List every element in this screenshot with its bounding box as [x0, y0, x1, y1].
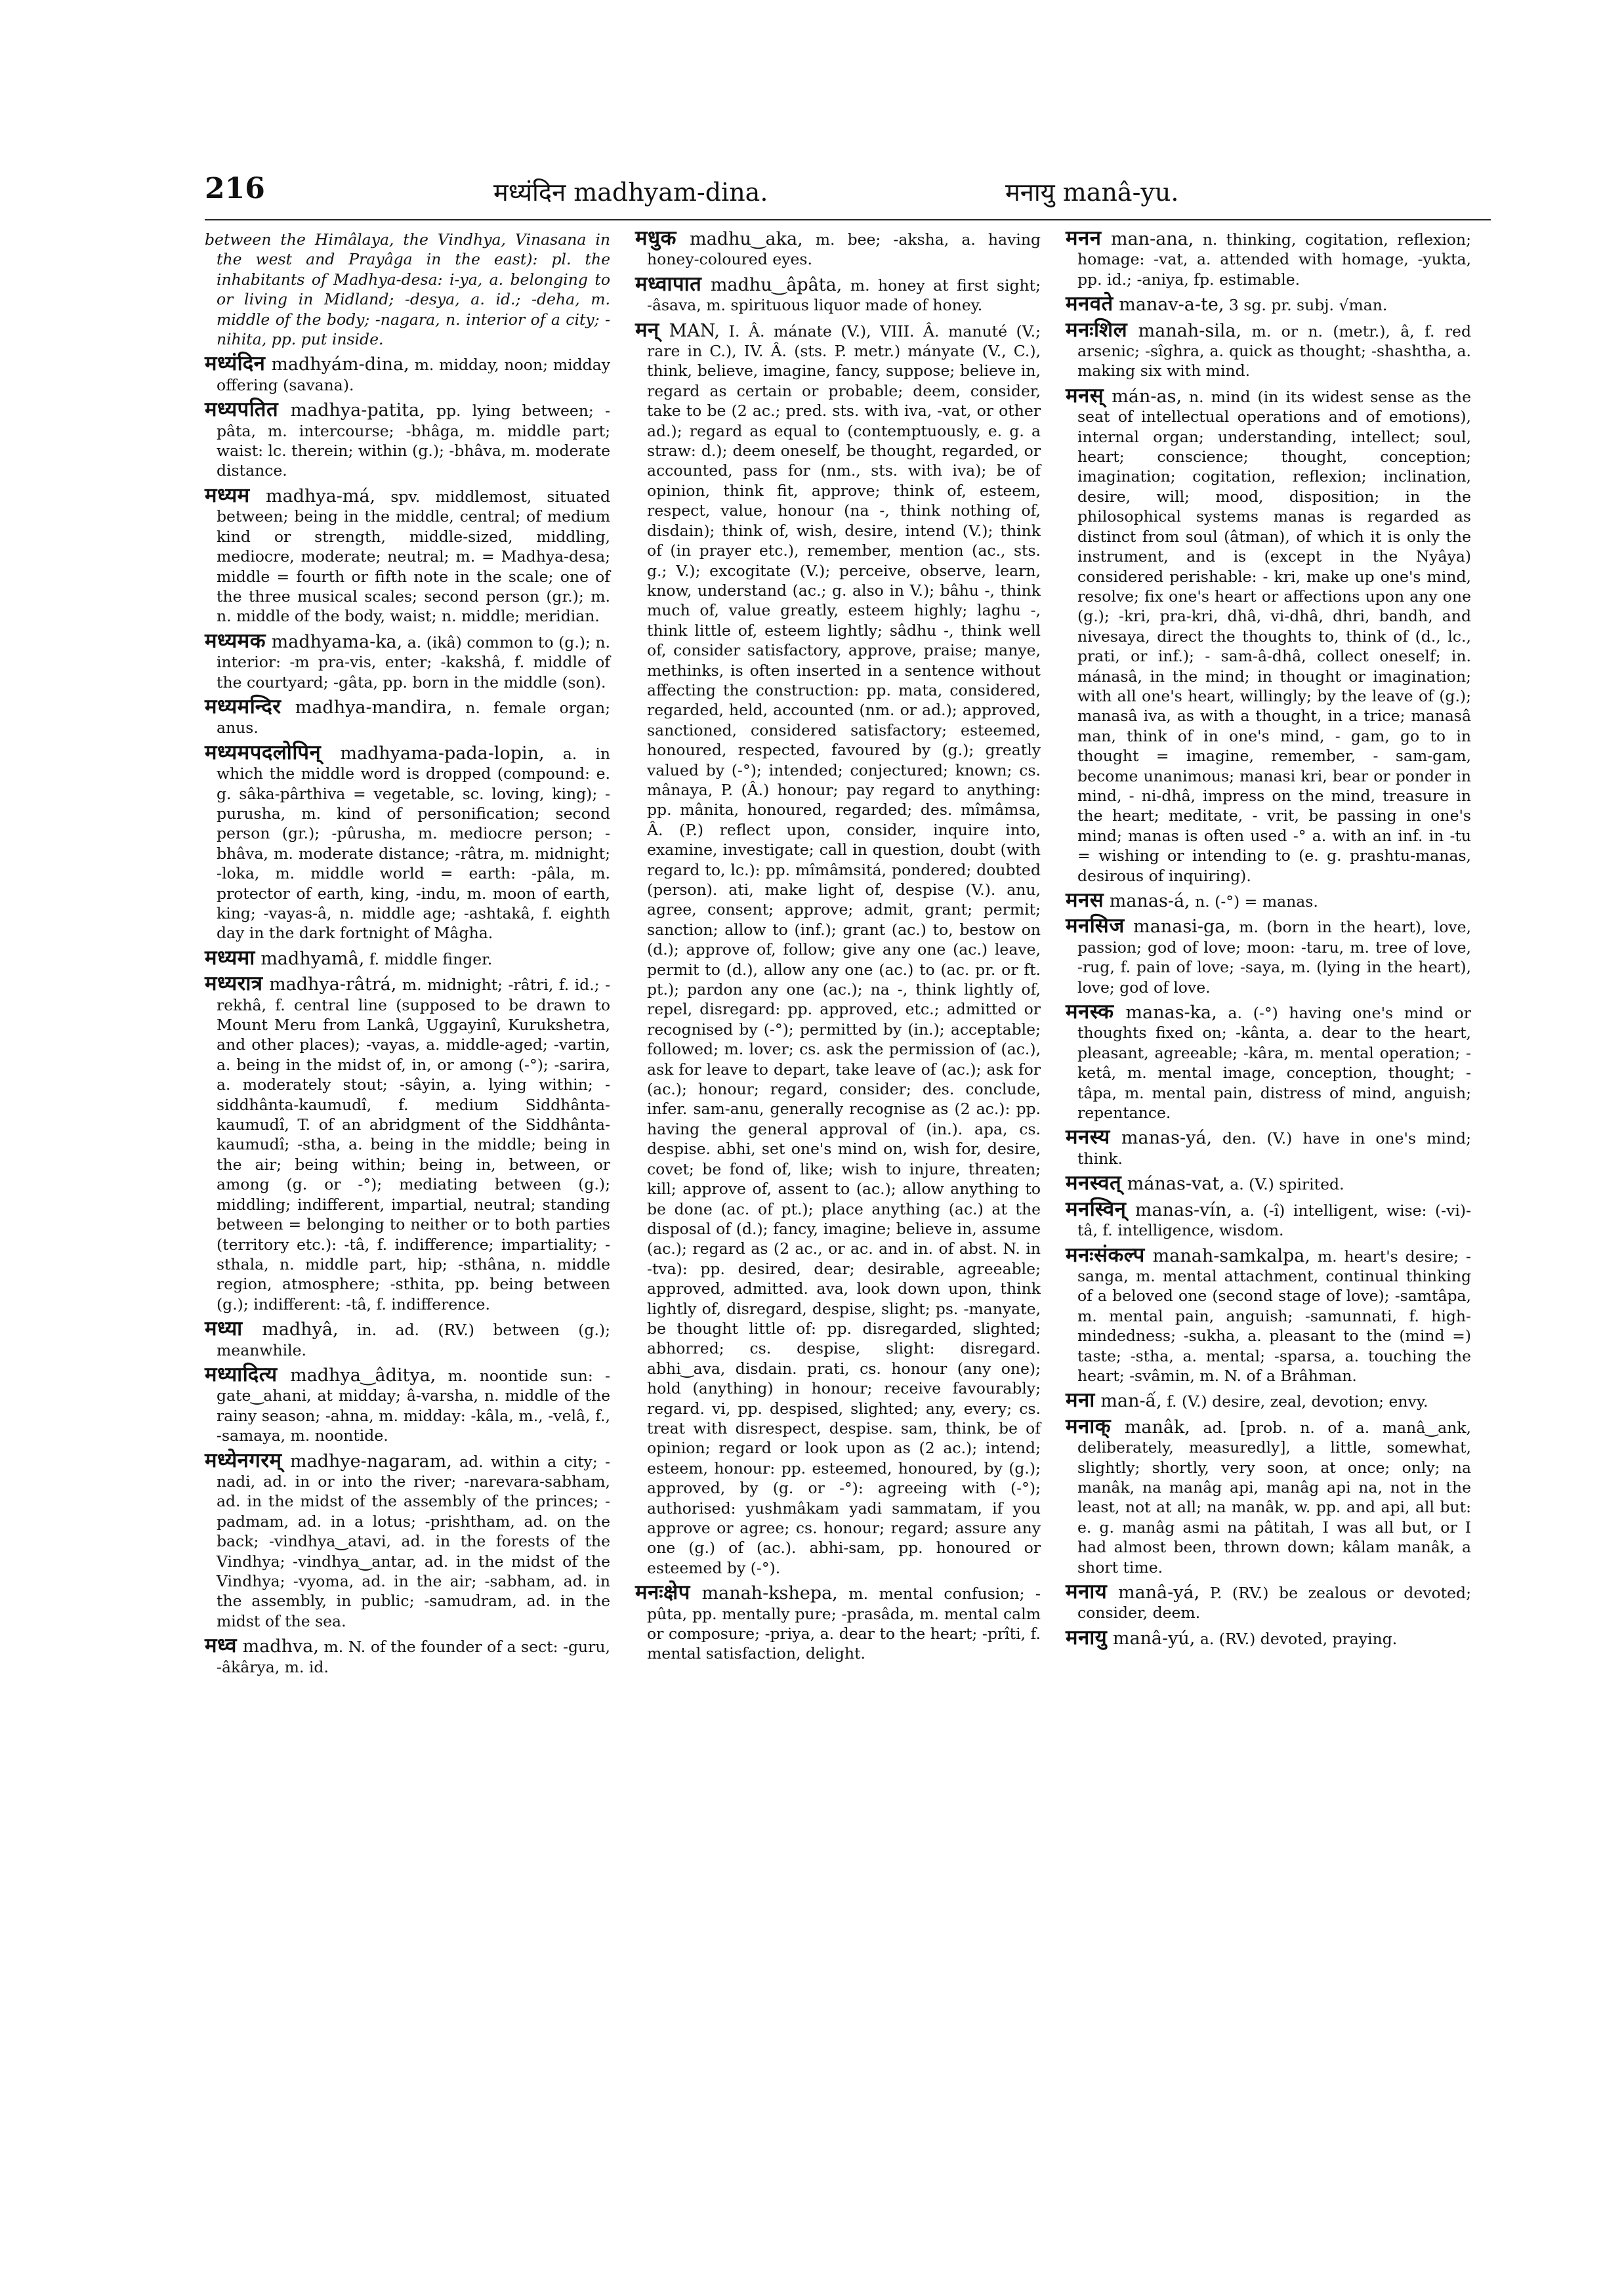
- entry-definition: a. (-°) having one's mind or thoughts fixed on; -kânta, a. dear to the heart, pleasant, agreeable; -kâra, m. mental operation; -ketâ, m. mental image, conception, thought; -tâpa, m. mental pain, distress of mind, anguish; repentance.: [1077, 1004, 1471, 1123]
- entry-headword: मनस्: [1066, 383, 1104, 407]
- entry-definition: spv. middlemost, situated between; being in the middle, central; of medium kind or strength, middle-sized, middling, mediocre, moderate; neutral; m. = Madhya-desa; middle = fourth or fifth note in the scale; one of the three musical scales; second person (gr.); m. n. middle of the body, waist; n. middle; meridian.: [217, 487, 610, 626]
- dictionary-entry: [635, 1582, 1041, 1664]
- entry-headword: मनस्विन्: [1066, 1197, 1127, 1221]
- entry-definition: 3 sg. pr. subj. √man.: [1224, 296, 1388, 315]
- entry-headword: मध्यादित्य: [205, 1362, 278, 1386]
- entry-transliteration: manah-samkalpa,: [1144, 1245, 1310, 1266]
- page-header: [205, 172, 1491, 215]
- entry-headword: मध्यमन्दिर: [205, 694, 281, 718]
- entry-transliteration: madhyám-dina,: [265, 354, 409, 375]
- dictionary-entry: [1066, 1127, 1471, 1168]
- entry-definition: m. (born in the heart), love, passion; god of love; moon: -taru, m. tree of love, -rug, f. pain of love; -saya, m. (lying in the heart), love; god of love.: [1077, 918, 1472, 997]
- entry-transliteration: mánas-vat,: [1121, 1174, 1225, 1195]
- dictionary-entry: [205, 400, 610, 481]
- running-head-left: मध्यंदिन madhyam-dina.: [493, 178, 768, 207]
- dictionary-entry: [1066, 1416, 1471, 1577]
- entry-headword: मनाय: [1066, 1580, 1108, 1603]
- dictionary-entry: [1066, 320, 1471, 381]
- entry-headword: मध्यमक: [205, 629, 266, 653]
- entry-definition: m. bee; -aksha, a. having honey-coloured eyes.: [647, 230, 1041, 269]
- entry-transliteration: madhyama-ka,: [266, 631, 403, 652]
- entry-definition: m. N. of the founder of a sect: -guru, -âkârya, m. id.: [217, 1638, 611, 1676]
- dictionary-entry: [635, 320, 1041, 1579]
- entry-transliteration: madhu‿âpâta,: [701, 274, 843, 295]
- entry-headword: मनसिज: [1066, 914, 1125, 938]
- dictionary-entry: [205, 740, 610, 943]
- dictionary-entry: [1066, 1582, 1471, 1623]
- entry-definition: between the Himâlaya, the Vindhya, Vinasana in the west and Prayâga in the east): pl. the inhabitants of Madhya-desa: i-ya, a. belonging to or living in Midland; -desya, a. id.; -deha, m. middle of the body; -nagara, n. interior of a city; -nihita, pp. put inside.: [205, 230, 610, 349]
- dictionary-entry: [205, 694, 611, 738]
- entry-transliteration: manav-a-te,: [1113, 295, 1224, 316]
- entry-headword: मनस: [1066, 888, 1104, 912]
- entry-headword: मध्येनगरम्: [205, 1448, 282, 1472]
- entry-transliteration: MAN,: [659, 320, 720, 341]
- dictionary-entry: [1066, 1199, 1471, 1241]
- entry-transliteration: madhya-mandira,: [281, 697, 453, 718]
- entry-definition: n. (-°) = manas.: [1190, 892, 1318, 911]
- entry-transliteration: madhyâ,: [242, 1319, 339, 1340]
- entry-transliteration: manâk,: [1111, 1416, 1190, 1437]
- dictionary-entry: [205, 1448, 610, 1632]
- page-number: 216: [205, 172, 265, 205]
- entry-transliteration: man-ana,: [1101, 229, 1194, 249]
- dictionary-entry: [1066, 294, 1471, 315]
- dictionary-entry: [205, 1362, 610, 1446]
- entry-transliteration: madhya‿âditya,: [277, 1365, 436, 1386]
- entry-headword: मनस्क: [1066, 1000, 1114, 1024]
- entry-headword: मनन: [1066, 226, 1102, 250]
- entry-transliteration: manah-sila,: [1127, 320, 1242, 341]
- entry-transliteration: manas-vín,: [1126, 1199, 1232, 1220]
- dictionary-entry: [205, 228, 610, 349]
- dictionary-entry: [1066, 383, 1471, 886]
- entry-definition: I. Â. mánate (V.), VIII. Â. manuté (V.; rare in C.), IV. Â. (sts. P. metr.) mányate (V., C.), think, believe, imagine, fancy, suppose; believe in, regard as certain or probable; deem, consider, take to be (2 ac.; pred. sts. with iva, -vat, or other ad.); regard as equal to (contemptuously, e. g. a straw: d.); deem oneself, be thought, regarded, or accounted, pass for (nm., sts. with iva); be of opinion, think fit, approve; think of, esteem, respect, value, honour (na -, think nothing of, disdain); think of, wish, desire, intend (V.); think of (in prayer etc.), remember, mention (ac., sts. g.; V.); excogitate (V.); perceive, observe, learn, know, understand (ac.; g. also in V.); bâhu -, think much of, value greatly, esteem highly; laghu -, think little of, esteem lightly; sâdhu -, think well of, consider satisfactory, approve, praise; manye, methinks, is often inserted in a sentence without affecting the construction: pp. mata, considered, regarded, held, accounted (nm. or ad.); approved, sanctioned, considered satisfactory; esteemed, honoured, respected, favoured by (g.); greatly valued by (-°); intended; conjectured; known; cs. mânaya, P. (Â.) honour; pay regard to anything: pp. mânita, honoured, regarded; des. mîmâmsa, Â. (P.) reflect upon, consider, inquire into, examine, investigate; call in question, doubt (with regard to, lc.): pp. mîmâmsitá, pondered; doubted (person). ati, make light of, despise (V.). anu, agree, consent; approve; admit, grant; permit; sanction; allow to (inf.); grant (ac.) to, bestow on (d.); approve of, follow; give any one (ac.) leave, permit to (d.), allow any one (ac.) to (ac. pr. or ft. pt.); pardon any one (ac.); na -, think lightly of, repel, disregard: pp. approved, etc.; admitted or recognised by (-°); permitted by (in.); acceptable; followed; m. lover; cs. ask the permission of (ac.), ask for leave to depart, take leave of (ac.); ask for (ac.); honour; regard, consider; des. conclude, infer. sam-anu, generally recognise as (2 ac.): pp. having the general approval of (in.). apa, cs. despise. abhi, set one's mind on, wish for, desire, covet; be fond of, like; wish to injure, threaten; kill; approve of, assent to (ac.); allow anything to be done (ac. of pt.); place anything (ac.) at the disposal of (d.); fancy, imagine; believe in, assume (ac.); regard as (2 ac., or ac. and in. of abst. N. in -tva): pp. desired, dear; desirable, agreeable; approved, admitted. ava, look down upon, think lightly of, disregard, despise, slight; ps. -manyate, be thought little of: pp. disregarded, slighted; abhorred; cs. despise, slight: disregard. abhi‿ava, disdain. prati, cs. honour (any one); hold (anything) in honour; receive favourably; regard. vi, pp. despised, slighted; any, every; cs. treat with disrespect, despise. sam, think, be of opinion; regard or look upon as (2 ac.); intend; esteem, honour: pp. esteemed, honoured, by (g.); approved, by (g. or -°): agreeing with (-°); authorised: yushmâkam yadi sammatam, if you approve or agree; cs. honour; regard; assure any one (g.) of (ac.). abhi-sam, pp. honoured or esteemed by (-°).: [647, 321, 1041, 1577]
- dictionary-entry: [1066, 890, 1471, 911]
- entry-headword: मध्वापात: [635, 272, 702, 296]
- entry-transliteration: manah-kshepa,: [690, 1583, 838, 1604]
- running-head-right: मनायु manâ-yu.: [1005, 178, 1179, 207]
- entry-headword: मध्यमा: [205, 945, 255, 970]
- entry-definition: m. mental confusion; -pûta, pp. mentally pure; -prasâda, m. mental calm or composure; -priya, a. dear to the heart; -prîti, f. mental satisfaction, delight.: [647, 1584, 1041, 1663]
- dictionary-entry: [205, 1319, 610, 1360]
- dictionary-entry: [205, 483, 610, 627]
- entry-headword: मध्यमपदलोपिन्: [205, 740, 322, 764]
- entry-transliteration: manas-á,: [1104, 891, 1190, 911]
- entry-transliteration: manâ-yá,: [1107, 1582, 1200, 1603]
- entry-headword: मनःशिल: [1066, 318, 1128, 342]
- entry-headword: मध्यम: [205, 483, 250, 507]
- entry-definition: m. or n. (metr.), â, f. red arsenic; -sîghra, a. quick as thought; -shashtha, a. making six with mind.: [1077, 321, 1471, 381]
- entry-transliteration: madhyamâ,: [255, 948, 365, 969]
- dictionary-entry: [1066, 916, 1471, 997]
- entry-definition: in. ad. (RV.) between (g.); meanwhile.: [217, 1321, 611, 1359]
- entry-transliteration: madhva,: [236, 1636, 319, 1657]
- entry-definition: a. (RV.) devoted, praying.: [1195, 1629, 1398, 1648]
- entry-headword: मनायु: [1066, 1625, 1108, 1649]
- entry-headword: मनवते: [1066, 292, 1114, 316]
- entry-headword: मनस्य: [1066, 1125, 1110, 1149]
- entry-definition: m. noontide sun: -gate‿ahani, at midday; â-varsha, n. middle of the rainy season; -ahna, m. midday: -kâla, m., -velâ, f., -samaya, m. noontide.: [217, 1366, 610, 1445]
- entry-headword: मधुक: [635, 226, 677, 250]
- entry-transliteration: manas-ka,: [1114, 1003, 1217, 1023]
- entry-headword: मनस्वत्: [1066, 1171, 1122, 1195]
- entry-definition: a. in which the middle word is dropped (compound: e. g. sâka-pârthiva = vegetable, sc. loving, king); -purusha, m. kind of personification; second person (gr.); -pûrusha, m. mediocre person; -bhâva, m. moderate distance; -râtra, m. midnight; -loka, m. middle world = earth: -pâla, m. protector of earth, king, -indu, m. moon of earth, king; -vayas-â, n. middle age; -ashtakâ, f. eighth day in the dark fortnight of Mâgha.: [217, 744, 610, 943]
- dictionary-entry: [1066, 1245, 1471, 1386]
- dictionary-entry: [205, 945, 610, 970]
- entry-transliteration: mán-as,: [1104, 386, 1182, 407]
- entry-definition: m. honey at first sight; -âsava, m. spirituous liquor made of honey.: [647, 276, 1041, 315]
- entry-definition: m. heart's desire; -sanga, m. mental attachment, continual thinking of a beloved one (second stage of love); -samtâpa, m. mental pain, anguish; -samunnati, f. high-mindedness; -sukha, a. pleasant to the (mind =) taste; -stha, a. mental; -sparsa, a. touching the heart; -svâmin, m. N. of a Brâhman.: [1077, 1247, 1471, 1385]
- column-1: [205, 228, 610, 1682]
- entry-transliteration: madhya-râtrá,: [262, 974, 397, 995]
- entry-definition: n. mind (in its widest sense as the seat of intellectual operations and of emotions), internal organ; understanding, intellect; soul, heart; conscience; thought, conception; imagination; cogitation, reflexion; inclination, desire, will; mood, disposition; in the philosophical systems manas is regarded as distinct from soul (âtman), of which it is only the instrument, and is (except in the Nyâya) considered perishable: - kri, make up one's mind, resolve; fix one's heart or affections upon any one (g.); -kri, pra-kri, dhâ, vi-dhâ, dhri, bandh, and nivesaya, direct the thoughts to, think of (d., lc., prati, or inf.); - sam-â-dhâ, collect oneself; in. mánasâ, in the mind; in thought or imagination; with all one's heart, willingly; by the leave of (g.); manasâ iva, as with a thought, in a trice; manasâ man, think of in one's mind, - gam, go to in thought = imagine, remember, - sam-gam, become unanimous; manasi kri, bear or ponder in mind, - ni-dhâ, impress on the mind, treasure in the heart; meditate, - vrit, be passing in one's mind; manas is often used -° a. with an inf. in -tu = wishing or intending to (e. g. prashtu-manas, desirous of inquiring).: [1077, 387, 1471, 885]
- entry-transliteration: madhya-má,: [249, 486, 376, 507]
- entry-headword: मध्यपतित: [205, 398, 279, 422]
- entry-definition: a. (V.) spirited.: [1224, 1175, 1344, 1194]
- entry-transliteration: madhu‿aka,: [676, 229, 803, 249]
- column-2: [635, 228, 1041, 1668]
- entry-definition: den. (V.) have in one's mind; think.: [1077, 1129, 1471, 1168]
- dictionary-entry: [635, 274, 1041, 316]
- entry-transliteration: manas-yá,: [1110, 1128, 1213, 1149]
- entry-transliteration: manasi-ga,: [1124, 917, 1231, 938]
- dictionary-entry: [205, 1636, 610, 1677]
- entry-definition: m. midnight; -râtri, f. id.; -rekhâ, f. central line (supposed to be drawn to Mount Meru from Lankâ, Uggayinî, Kurukshetra, and other places); -vayas, a. middle-aged; -vartin, a. being in the midst of, in, or among (-°); -sarira, a. moderately stout; -sâyin, a. lying within; -siddhânta-kaumudî, f. medium Siddhânta-kaumudî, T. of an abridgment of the Siddhânta-kaumudî; -stha, a. being in the middle; being in the air; being within; being in, between, or among (g. or -°); mediating between (g.); middling; indifferent, impartial, neutral; standing between = belonging to neither or to both parties (territory etc.): -tâ, f. indifference; impartiality; -sthala, n. middle part, hip; -sthâna, n. middle region, atmosphere; -sthita, pp. being between (g.); indifferent: -tâ, f. indifference.: [217, 976, 611, 1313]
- dictionary-entry: [205, 974, 610, 1314]
- entry-transliteration: madhye-nagaram,: [281, 1451, 452, 1472]
- dictionary-entry: [205, 354, 610, 395]
- entry-transliteration: madhyama-pada-lopin,: [321, 743, 545, 764]
- dictionary-entry: [1066, 228, 1471, 289]
- dictionary-entry: [1066, 1625, 1471, 1649]
- entry-definition: n. female organ; anus.: [217, 698, 611, 737]
- dictionary-entry: [1066, 1173, 1471, 1194]
- dictionary-entry: [635, 228, 1041, 270]
- entry-headword: मनःक्षेप: [635, 1581, 690, 1605]
- entry-definition: a. (-î) intelligent, wise: (-vi)-tâ, f. intelligence, wisdom.: [1077, 1201, 1472, 1240]
- column-3: [1066, 228, 1471, 1653]
- dictionary-entry: [205, 631, 610, 692]
- entry-definition: n. thinking, cogitation, reflexion; homage: -vat, a. attended with homage, -yukta, pp. id.; -aniya, fp. estimable.: [1077, 230, 1471, 289]
- entry-headword: मनःसंकल्प: [1066, 1243, 1145, 1267]
- entry-headword: मध्यरात्र: [205, 972, 263, 996]
- entry-headword: मन्: [635, 318, 659, 342]
- entry-definition: m. midday, noon; midday offering (savana).: [217, 356, 611, 394]
- entry-definition: f. middle finger.: [364, 949, 493, 968]
- entry-transliteration: manâ-yú,: [1107, 1628, 1196, 1649]
- entry-headword: मनाक्: [1066, 1414, 1112, 1438]
- entry-headword: मध्व: [205, 1634, 237, 1658]
- entry-definition: a. (ikâ) common to (g.); n. interior: -m pra-vis, enter; -kakshâ, f. middle of the courtyard; -gâta, pp. born in the middle (son).: [217, 632, 611, 692]
- dictionary-entry: [1066, 1390, 1471, 1411]
- entry-definition: pp. lying between; -pâta, m. intercourse; -bhâga, m. middle part; waist: lc. therein; within (g.); -bhâva, m. moderate distance.: [217, 402, 610, 480]
- entry-transliteration: man-ấ,: [1094, 1391, 1162, 1412]
- entry-definition: f. (V.) desire, zeal, devotion; envy.: [1161, 1392, 1428, 1411]
- entry-transliteration: madhya-patita,: [278, 400, 425, 421]
- entry-headword: मध्यंदिन: [205, 352, 266, 376]
- entry-headword: मध्या: [205, 1317, 243, 1341]
- header-rule: [205, 219, 1491, 220]
- entry-definition: P. (RV.) be zealous or devoted; consider, deem.: [1077, 1584, 1471, 1623]
- entry-headword: मना: [1066, 1388, 1095, 1413]
- entry-definition: ad. within a city; -nadi, ad. in or into the river; -narevara-sabham, ad. in the midst of the assembly of the princes; -padmam, ad. in a lotus; -prishtham, ad. on the back; -vindhya‿atavi, ad. in the forests of the Vindhya; -vindhya‿antar, ad. in the midst of the Vindhya; -vyoma, ad. in the air; -sabham, ad. in the assembly, in public; -samudram, ad. in the midst of the sea.: [217, 1452, 610, 1630]
- entry-definition: ad. [prob. n. of a. manâ‿ank, deliberately, measuredly], a little, somewhat, slightly; shortly, very soon, at once; only; na manâk, na manâg api, manâg api na, not in the least, not at all; na manâk, w. pp. and api, all but: e. g. manâg asmi na pâtitah, I was all but, or I had almost been, thrown down; kâlam manâk, a short time.: [1077, 1418, 1471, 1577]
- dictionary-entry: [1066, 1002, 1471, 1123]
